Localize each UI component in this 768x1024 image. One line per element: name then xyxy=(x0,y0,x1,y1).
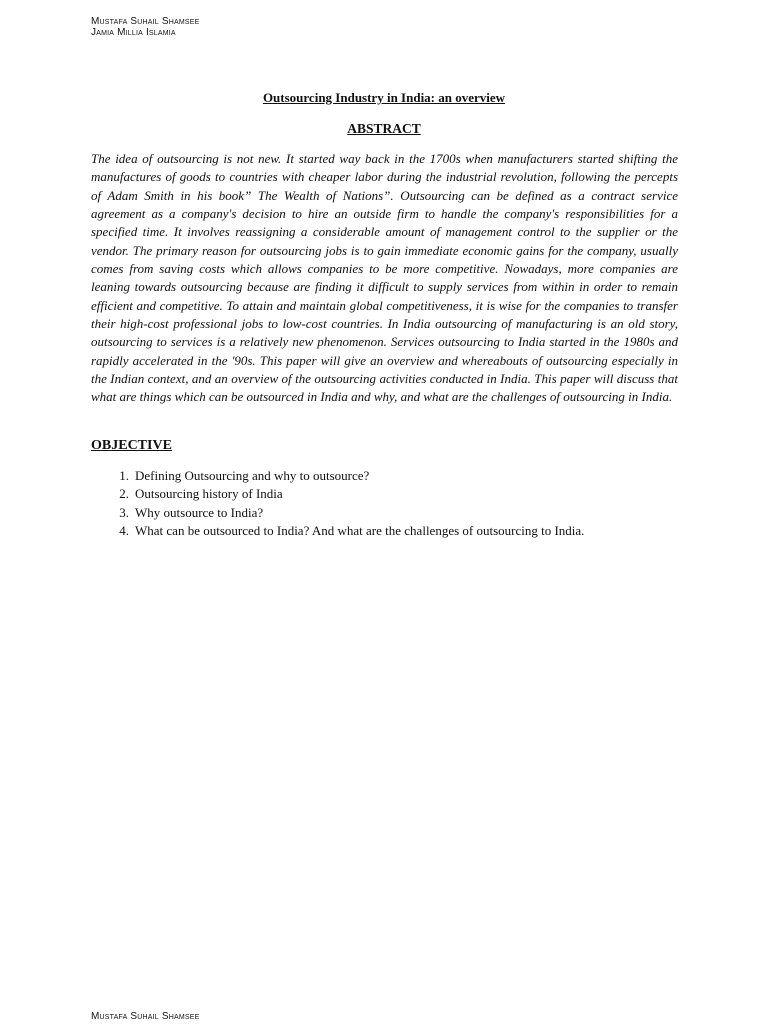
list-item xyxy=(91,504,691,522)
list-item-number: 3. xyxy=(119,504,129,520)
header-institution: Jamia Millia Islamia xyxy=(91,27,176,38)
paper-title: Outsourcing Industry in India: an overview xyxy=(262,90,506,105)
list-item-text: What can be outsourced to India? And what are the challenges of outsourcing to India. xyxy=(135,523,585,539)
list-item-text: Defining Outsourcing and why to outsource? xyxy=(135,468,370,483)
abstract-heading: ABSTRACT xyxy=(347,121,421,136)
list-item xyxy=(91,485,691,503)
abstract-body: The idea of outsourcing is not new. It started way back in the 1700s when manufacturers started shifting the manufactures of goods to countries with cheaper labor during the industrial revolution, following the percepts of Adam Smith in his book” The Wealth of Nations”. Outsourcing can be defined as a contract service agreement as a company's decision to hire an outside firm to handle the company's responsibilities for a specified time. It involves reassigning a considerable amount of management control to the supplier or the vendor. The primary reason for outsourcing jobs is to gain immediate economic gains for the company, usually comes from saving costs which allows companies to be more competitive. Nowadays, more companies are leaning towards outsourcing because are finding it difficult to supply services from within in order to remain efficient and competitive. To attain and maintain global competitiveness, it is wise for the companies to transfer their high-cost professional jobs to low-cost countries. In India outsourcing of manufacturing is an old story, outsourcing to services is a relatively new phenomenon. Services outsourcing to India started in the 1980s and rapidly accelerated in the '90s. This paper will give an overview and whereabouts of outsourcing especially in the Indian context, and an overview of the outsourcing activities conducted in India. This paper will discuss that what are things which can be outsourced in India and why, and what are the challenges of outsourcing in India. xyxy=(91,151,678,405)
objective-list xyxy=(91,467,691,541)
list-item xyxy=(91,522,691,540)
page-header xyxy=(91,16,200,38)
list-item-number: 1. xyxy=(119,468,129,483)
list-item-text: Why outsource to India? xyxy=(135,504,264,520)
header-author: Mustafa Suhail Shamsee xyxy=(91,16,200,27)
footer-author: Mustafa Suhail Shamsee xyxy=(91,1011,200,1022)
list-item-number: 2. xyxy=(119,486,129,502)
list-item-text: Outsourcing history of India xyxy=(135,486,283,502)
list-item-number: 4. xyxy=(119,523,129,539)
objective-heading: OBJECTIVE xyxy=(91,438,172,453)
list-item xyxy=(91,467,691,485)
page-footer xyxy=(91,1011,200,1022)
